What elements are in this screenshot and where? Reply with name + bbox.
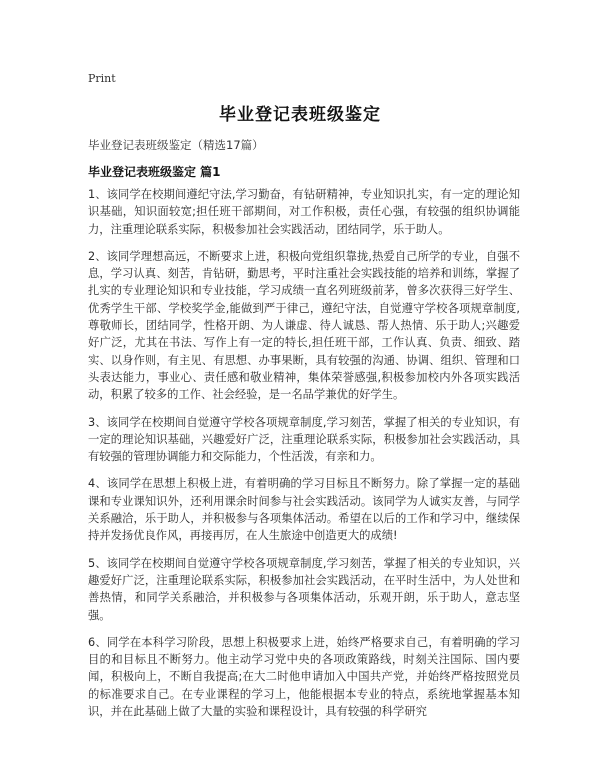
document-subtitle: 毕业登记表班级鉴定（精选17篇）: [88, 138, 264, 152]
paragraph-1: 1、该同学在校期间遵纪守法,学习勤奋，有钻研精神，专业知识扎实，有一定的理论知识基础，知识面较宽;担任班干部期间，对工作积极，责任心强，有较强的组织协调能力，注重理论联系实际，积极参加社会实践活动，团结同学，乐于助人。: [88, 188, 520, 236]
paragraph-6: 6、同学在本科学习阶段，思想上积极要求上进，始终严格要求自己，有着明确的学习目的和目标且不断努力。他主动学习党中央的各项政策路线，时刻关注国际、国内要闻，积极向上，不断自我提高;在大二时他申请加入中国共产党，并始终严格按照党员的标准要求自己。在专业课程的学习上，他能根据本专业的特点，系统地掌握基本知识，并在此基础上做了大量的实验和课程设计，具有较强的科学研究: [88, 635, 520, 719]
document-body: [88, 186, 520, 730]
paragraph-3: 3、该同学在校期间自觉遵守学校各项规章制度,学习刻苦，掌握了相关的专业知识，有一定的理论知识基础，兴趣爱好广泛，注重理论联系实际，积极参加社会实践活动，具有较强的管理协调能力和交际能力，个性活泼，有亲和力。: [88, 415, 520, 464]
paragraph-2: 2、该同学理想高远，不断要求上进，积极向党组织靠拢,热爱自己所学的专业，自强不息，学习认真、刻苦，肯钻研，勤思考，平时注重社会实践技能的培养和训练，掌握了扎实的专业理论知识和专业技能，学习成绩一直名列班级前茅，曾多次获得三好学生、优秀学生干部、学校奖学金,能做到严于律己，遵纪守法，自觉遵守学校各项规章制度,尊敬师长，团结同学，性格开朗、为人谦虚、待人诚恳、帮人热情、乐于助人;兴趣爱好广泛，尤其在书法、写作上有一定的特长,担任班干部，工作认真、负责、细致、踏实、以身作则，有主见、有思想、办事果断，具有较强的沟通、协调、组织、管理和口头表达能力，事业心、责任感和敬业精神，集体荣誉感强,积极参加校内外各项实践活动，积累了较多的工作、社会经验，是一名品学兼优的好学生。: [88, 249, 520, 402]
page-title: 毕业登记表班级鉴定: [219, 105, 381, 125]
print-link[interactable]: Print: [88, 72, 116, 85]
paragraph-4: 4、该同学在思想上积极上进，有着明确的学习目标且不断努力。除了掌握一定的基础课和专业课知识外，还利用课余时间参与社会实践活动。该同学为人诚实友善，与同学关系融洽，乐于助人，并积极参与各项集体活动。希望在以后的工作和学习中，继续保持并发扬优良作风，再接再厉，在人生旅途中创造更大的成绩!: [88, 477, 520, 543]
section-heading: 毕业登记表班级鉴定 篇1: [88, 165, 221, 179]
paragraph-5: 5、该同学在校期间自觉遵守学校各项规章制度,学习刻苦，掌握了相关的专业知识，兴趣爱好广泛，注重理论联系实际，积极参加社会实践活动，在平时生活中，为人处世和善热情，和同学关系融洽，并积极参与各项集体活动，乐观开朗，乐于助人，意志坚强。: [88, 556, 520, 622]
